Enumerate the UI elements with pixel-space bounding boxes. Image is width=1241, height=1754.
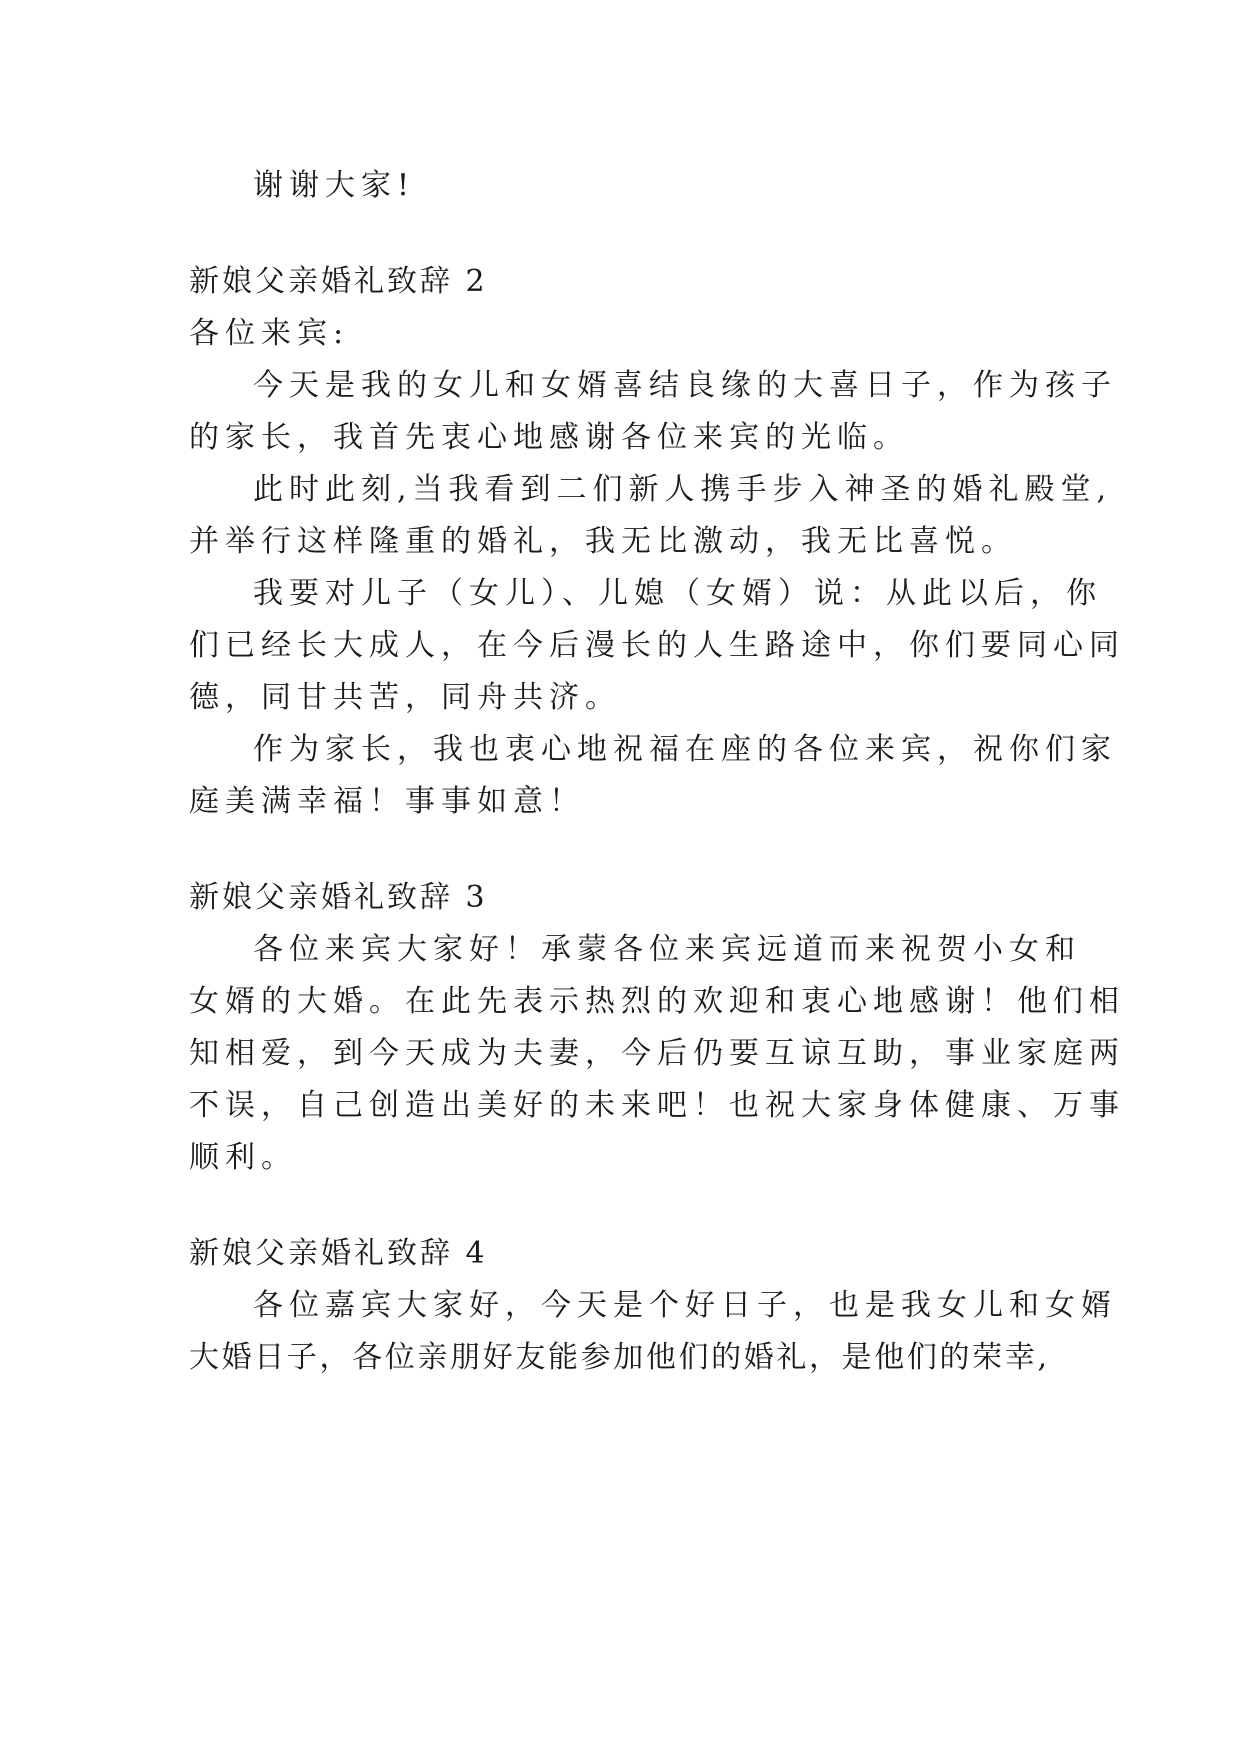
- paragraph-line: 此时此刻,当我看到二们新人携手步入神圣的婚礼殿堂,: [253, 472, 1113, 507]
- paragraph-line: 庭美满幸福！事事如意！: [189, 784, 585, 819]
- paragraph-line: 顺利。: [189, 1140, 297, 1175]
- paragraph-line: 女婿的大婚。在此先表示热烈的欢迎和衷心地感谢！他们相: [189, 984, 1125, 1019]
- spacer: [189, 212, 1049, 256]
- paragraph-line: 的家长，我首先衷心地感谢各位来宾的光临。: [189, 420, 909, 455]
- paragraph-line: 大婚日子，各位亲朋好友能参加他们的婚礼，是他们的荣幸,: [189, 1340, 1049, 1375]
- paragraph-line: 知相爱，到今天成为夫妻，今后仍要互谅互助，事业家庭两: [189, 1036, 1125, 1071]
- section-title: 新娘父亲婚礼致辞 3: [189, 880, 488, 915]
- paragraph-line: 各位来宾大家好！承蒙各位来宾远道而来祝贺小女和: [253, 932, 1081, 967]
- paragraph-line: 并举行这样隆重的婚礼，我无比激动，我无比喜悦。: [189, 524, 1017, 559]
- spacer: [189, 1184, 1049, 1228]
- document-page: [189, 160, 1125, 1384]
- paragraph-line: 们已经长大成人，在今后漫长的人生路途中，你们要同心同: [189, 628, 1125, 663]
- thanks-line: 谢谢大家!: [253, 168, 416, 203]
- paragraph-line: 各位嘉宾大家好，今天是个好日子，也是我女儿和女婿: [253, 1288, 1117, 1323]
- paragraph-line: 不误，自己创造出美好的未来吧！也祝大家身体健康、万事: [189, 1088, 1125, 1123]
- section-title: 新娘父亲婚礼致辞 2: [189, 264, 488, 299]
- salutation: 各位来宾:: [189, 316, 350, 351]
- paragraph-line: 作为家长，我也衷心地祝福在座的各位来宾，祝你们家: [253, 732, 1117, 767]
- paragraph-line: 我要对儿子（女儿）、儿媳（女婿）说：从此以后，你: [253, 576, 1102, 611]
- section-title: 新娘父亲婚礼致辞 4: [189, 1236, 488, 1271]
- paragraph-line: 今天是我的女儿和女婿喜结良缘的大喜日子，作为孩子: [253, 368, 1117, 403]
- spacer: [189, 828, 1049, 872]
- paragraph-line: 德，同甘共苦，同舟共济。: [189, 680, 621, 715]
